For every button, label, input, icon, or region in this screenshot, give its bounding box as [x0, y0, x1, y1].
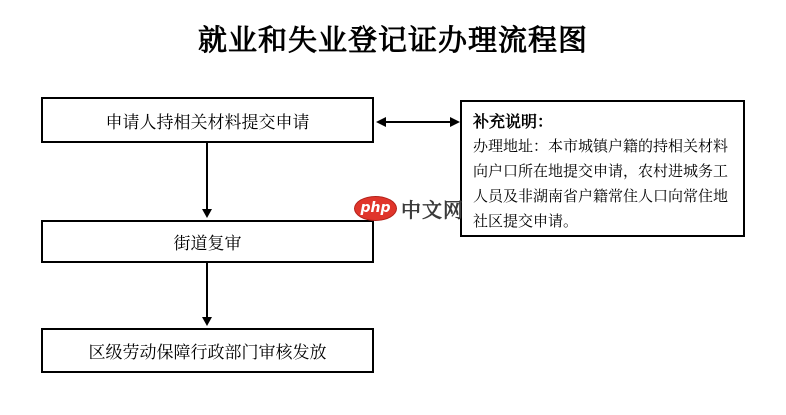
- double-arrow-icon: [386, 121, 450, 123]
- flow-step-district-issue: [41, 328, 374, 373]
- php-logo-icon: [354, 196, 397, 221]
- watermark-site-text: 中文网: [401, 198, 464, 222]
- arrow-down-icon: [206, 143, 208, 209]
- flow-step-submit-application: [41, 97, 374, 143]
- flow-step-label: 街道复审: [173, 234, 242, 254]
- flow-step-label: 区级劳动保障行政部门审核发放: [88, 343, 327, 363]
- note-body: 办理地址：本市城镇户籍的持相关材料向户口所在地提交申请，农村进城务工人员及非湖南省户籍常住人口向常住地社区提交申请。: [473, 137, 729, 230]
- supplementary-note-box: [460, 100, 745, 237]
- php-logo-text: php: [360, 199, 391, 216]
- page-title: 就业和失业登记证办理流程图: [197, 23, 588, 57]
- note-heading: 补充说明：: [473, 112, 554, 131]
- flow-step-label: 申请人持相关材料提交申请: [105, 112, 310, 133]
- flow-step-street-review: [41, 220, 374, 263]
- php-cn-watermark: [354, 194, 464, 223]
- arrow-down-icon: [206, 263, 208, 317]
